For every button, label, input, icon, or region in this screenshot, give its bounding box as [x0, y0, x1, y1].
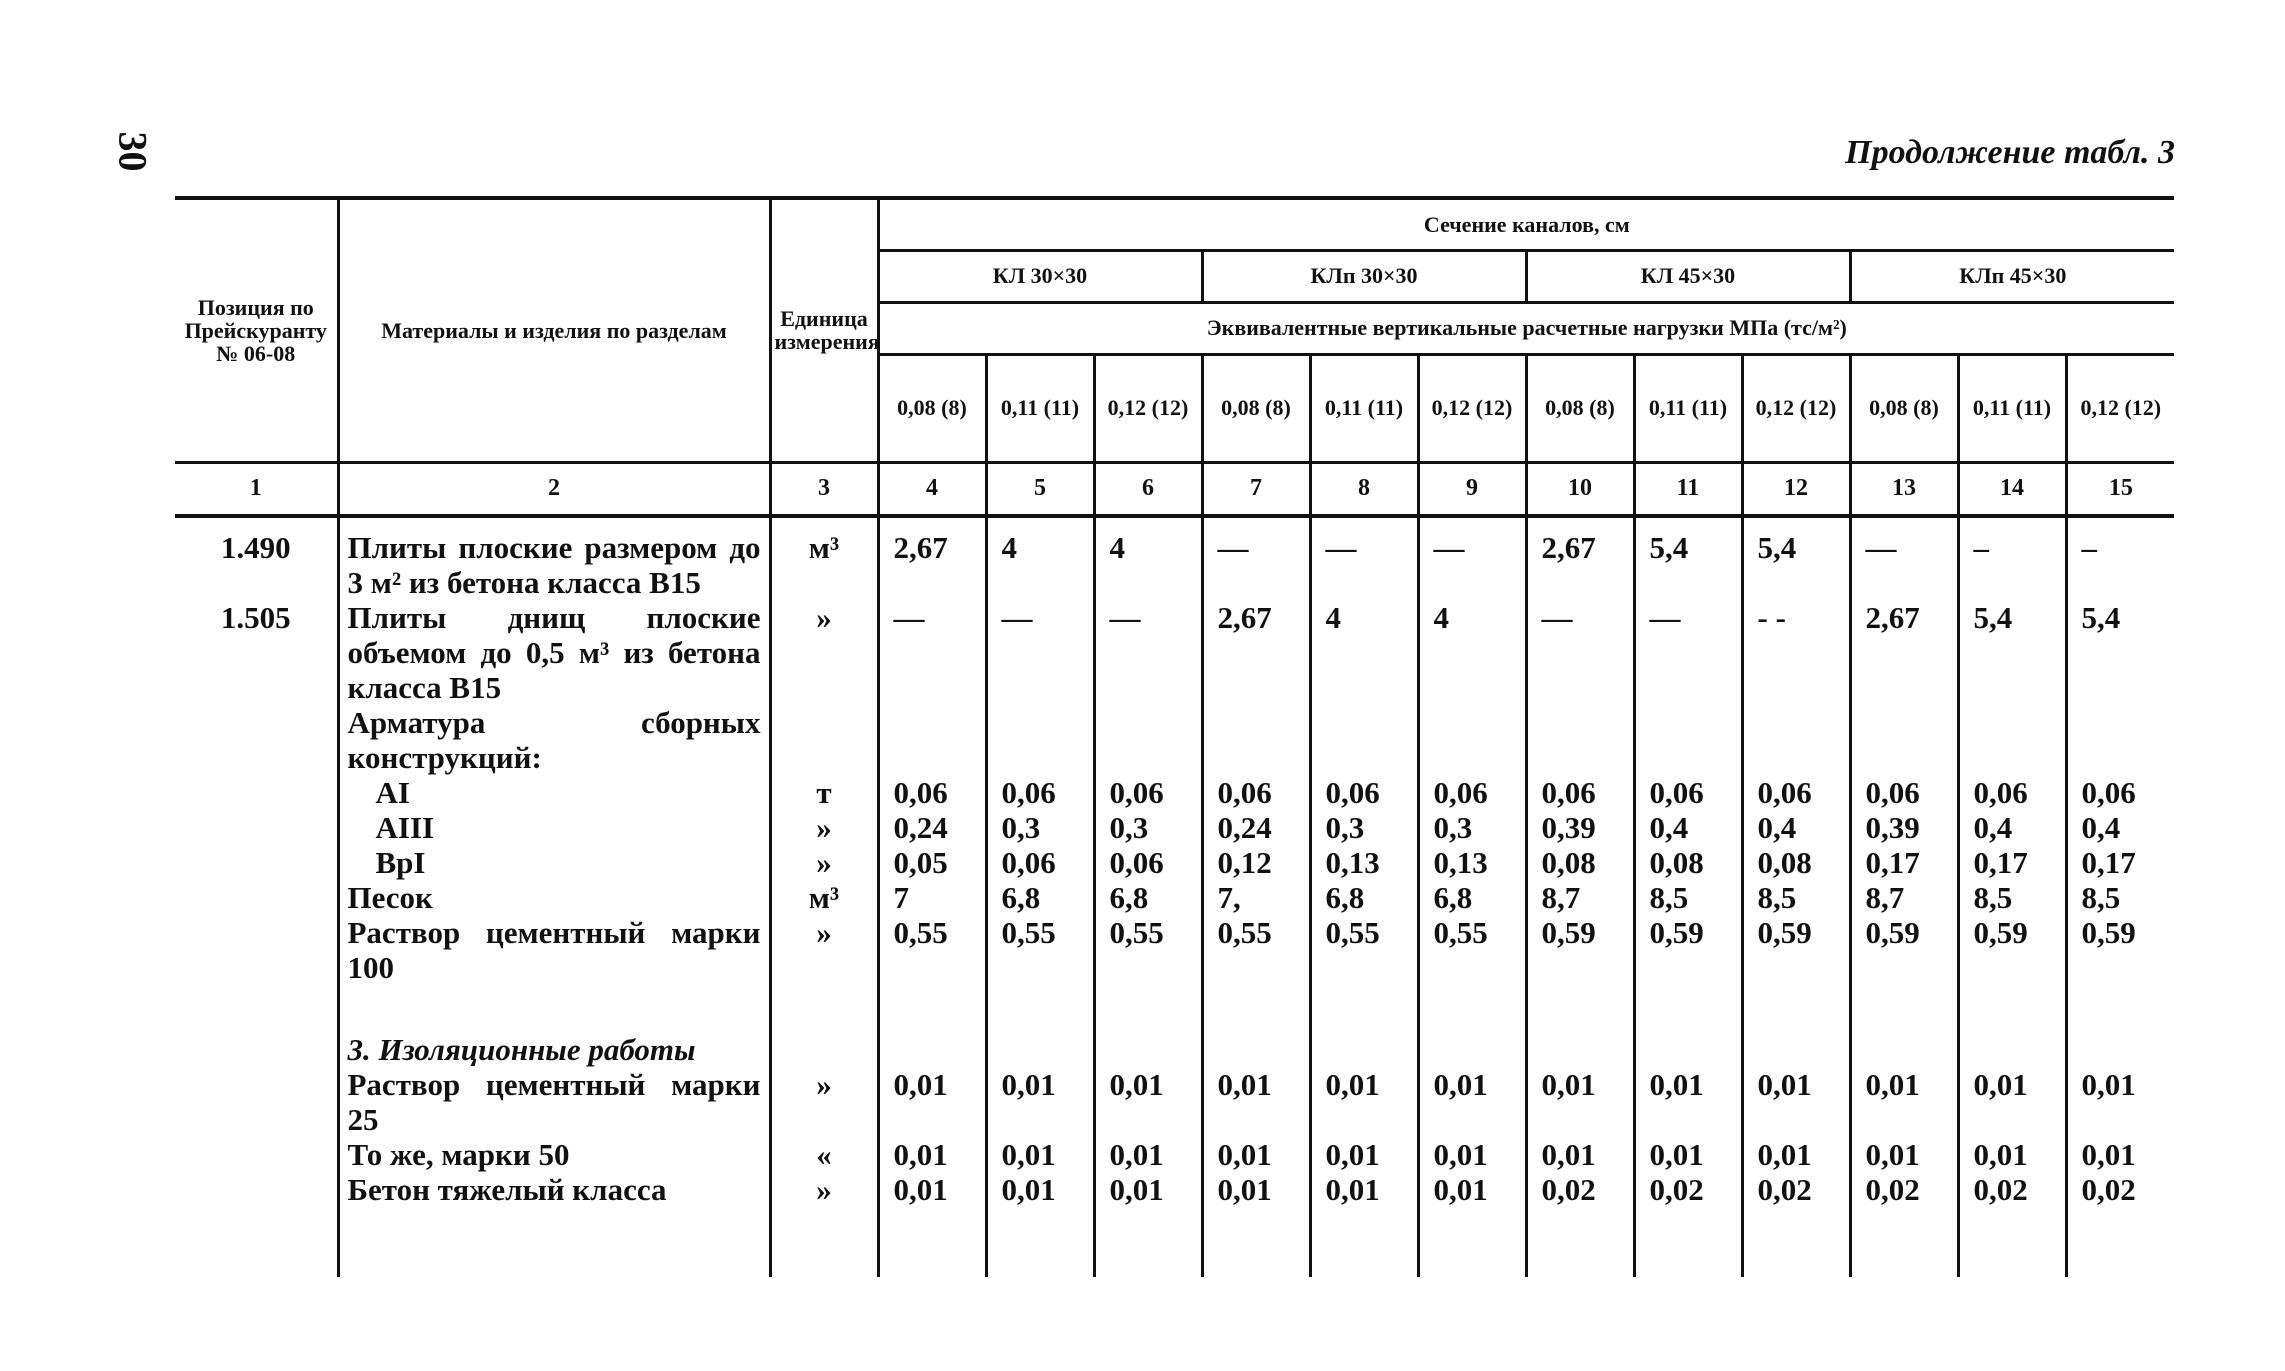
value-cell: 0,01 — [1418, 1067, 1526, 1137]
value-cell: 0,01 — [878, 1067, 986, 1137]
unit-cell: м³ — [770, 880, 878, 915]
column-number: 2 — [338, 462, 770, 516]
unit-cell: т — [770, 775, 878, 810]
spacer-cell — [1094, 516, 1202, 530]
material-cell: BpI — [338, 845, 770, 880]
spacer-cell — [878, 516, 986, 530]
unit-cell — [770, 705, 878, 775]
value-cell: 0,01 — [1094, 1137, 1202, 1172]
value-cell: 0,01 — [1310, 1172, 1418, 1207]
material-cell: Раствор цементный марки 25 — [338, 1067, 770, 1137]
empty-cell — [770, 1207, 878, 1277]
table-row — [175, 985, 2174, 1067]
page-number: 30 — [110, 131, 156, 172]
column-numbers — [175, 462, 2174, 516]
value-cell: 0,02 — [1850, 1172, 1958, 1207]
value-cell — [986, 985, 1094, 1067]
spacer-cell — [175, 516, 338, 530]
position-cell — [175, 810, 338, 845]
value-cell — [1310, 705, 1418, 775]
unit-cell: » — [770, 1172, 878, 1207]
column-number: 14 — [1958, 462, 2066, 516]
value-cell: 0,59 — [1634, 915, 1742, 985]
value-cell: 0,3 — [1310, 810, 1418, 845]
value-cell: 0,17 — [2066, 845, 2174, 880]
material-cell: Песок — [338, 880, 770, 915]
column-number: 1 — [175, 462, 338, 516]
load-header: 0,08 (8) — [1526, 354, 1634, 462]
value-cell: 0,01 — [1202, 1067, 1310, 1137]
value-cell: 5,4 — [1958, 600, 2066, 705]
table-row — [175, 705, 2174, 775]
table-container — [175, 196, 2172, 1316]
material-cell: Плиты плоские размером до 3 м² из бетона класса В15 — [338, 530, 770, 600]
value-cell: 7, — [1202, 880, 1310, 915]
load-header: 0,12 (12) — [2066, 354, 2174, 462]
value-cell: 8,7 — [1850, 880, 1958, 915]
value-cell: – — [2066, 530, 2174, 600]
value-cell — [878, 705, 986, 775]
spacer-cell — [1850, 516, 1958, 530]
value-cell: 4 — [1418, 600, 1526, 705]
value-cell: 0,12 — [1202, 845, 1310, 880]
value-cell: 0,05 — [878, 845, 986, 880]
header-materials: Материалы и изделия по разделам — [338, 198, 770, 462]
value-cell: 0,06 — [1418, 775, 1526, 810]
value-cell — [1634, 705, 1742, 775]
value-cell: 0,01 — [986, 1172, 1094, 1207]
column-number: 4 — [878, 462, 986, 516]
value-cell: 0,06 — [2066, 775, 2174, 810]
value-cell: - - — [1742, 600, 1850, 705]
value-cell: 0,17 — [1958, 845, 2066, 880]
value-cell: 0,06 — [1850, 775, 1958, 810]
value-cell: — — [1526, 600, 1634, 705]
position-cell — [175, 1137, 338, 1172]
value-cell — [1958, 985, 2066, 1067]
load-header: 0,11 (11) — [1634, 354, 1742, 462]
value-cell: 6,8 — [986, 880, 1094, 915]
value-cell: 0,02 — [1958, 1172, 2066, 1207]
value-cell: — — [1094, 600, 1202, 705]
value-cell: 0,01 — [1634, 1067, 1742, 1137]
value-cell: 7 — [878, 880, 986, 915]
header-unit: Единица измерения — [770, 198, 878, 462]
value-cell: 0,06 — [1202, 775, 1310, 810]
column-number: 13 — [1850, 462, 1958, 516]
value-cell: 0,55 — [1094, 915, 1202, 985]
value-cell: 5,4 — [1634, 530, 1742, 600]
load-header: 0,08 (8) — [1202, 354, 1310, 462]
value-cell: 0,3 — [986, 810, 1094, 845]
value-cell: 0,01 — [2066, 1067, 2174, 1137]
value-cell: 8,5 — [2066, 880, 2174, 915]
material-cell: Арматура сборных конструкций: — [338, 705, 770, 775]
value-cell: 4 — [986, 530, 1094, 600]
value-cell: 0,01 — [1526, 1137, 1634, 1172]
value-cell: 0,06 — [1526, 775, 1634, 810]
value-cell: 2,67 — [1850, 600, 1958, 705]
value-cell: 0,39 — [1526, 810, 1634, 845]
position-cell — [175, 915, 338, 985]
value-cell: 0,4 — [1958, 810, 2066, 845]
value-cell: 0,08 — [1742, 845, 1850, 880]
value-cell: 0,01 — [1310, 1067, 1418, 1137]
value-cell: 0,4 — [2066, 810, 2174, 845]
spacer-cell — [1202, 516, 1310, 530]
load-header: 0,08 (8) — [1850, 354, 1958, 462]
value-cell: — — [878, 600, 986, 705]
value-cell: 0,06 — [1310, 775, 1418, 810]
value-cell: 0,55 — [1310, 915, 1418, 985]
value-cell: 2,67 — [1526, 530, 1634, 600]
unit-cell: » — [770, 810, 878, 845]
table-row — [175, 530, 2174, 600]
load-header: 0,12 (12) — [1742, 354, 1850, 462]
value-cell: 0,01 — [986, 1067, 1094, 1137]
value-cell: 0,01 — [1742, 1067, 1850, 1137]
column-number: 10 — [1526, 462, 1634, 516]
value-cell: 0,06 — [1094, 775, 1202, 810]
value-cell — [1958, 705, 2066, 775]
value-cell: 0,01 — [1526, 1067, 1634, 1137]
spacer-cell — [1742, 516, 1850, 530]
unit-cell: » — [770, 600, 878, 705]
load-header: 0,08 (8) — [878, 354, 986, 462]
value-cell: 0,01 — [1418, 1137, 1526, 1172]
table-row — [175, 1172, 2174, 1207]
unit-cell: » — [770, 1067, 878, 1137]
value-cell: 5,4 — [2066, 600, 2174, 705]
value-cell: 0,4 — [1634, 810, 1742, 845]
unit-cell: » — [770, 915, 878, 985]
empty-cell — [1094, 1207, 1202, 1277]
value-cell: 6,8 — [1094, 880, 1202, 915]
position-cell: 1.490 — [220, 529, 291, 565]
value-cell: 0,08 — [1526, 845, 1634, 880]
value-cell: 0,01 — [1418, 1172, 1526, 1207]
material-cell: AI — [338, 775, 770, 810]
trailing-row — [175, 1207, 2174, 1277]
value-cell: 0,13 — [1310, 845, 1418, 880]
value-cell: 0,3 — [1094, 810, 1202, 845]
value-cell: 4 — [1094, 530, 1202, 600]
value-cell: 0,06 — [986, 845, 1094, 880]
empty-cell — [175, 1207, 338, 1277]
column-number: 9 — [1418, 462, 1526, 516]
position-cell: 1.505 — [220, 599, 291, 635]
value-cell: 0,06 — [1634, 775, 1742, 810]
value-cell — [1634, 985, 1742, 1067]
table-header — [175, 198, 2174, 462]
load-header: 0,12 (12) — [1418, 354, 1526, 462]
empty-cell — [338, 1207, 770, 1277]
value-cell — [1202, 985, 1310, 1067]
value-cell: – — [1958, 530, 2066, 600]
empty-cell — [1634, 1207, 1742, 1277]
position-cell — [175, 985, 338, 1067]
load-header: 0,11 (11) — [1958, 354, 2066, 462]
empty-cell — [1850, 1207, 1958, 1277]
empty-cell — [1526, 1207, 1634, 1277]
header-sections: Сечение каналов, см — [878, 198, 2174, 250]
value-cell — [1742, 985, 1850, 1067]
value-cell: 0,06 — [1742, 775, 1850, 810]
header-position: Позиция по Прейскуранту № 06-08 — [175, 198, 338, 462]
value-cell: 0,01 — [1958, 1137, 2066, 1172]
value-cell — [1526, 985, 1634, 1067]
value-cell: 0,01 — [1742, 1137, 1850, 1172]
position-cell — [175, 845, 338, 880]
value-cell: 0,39 — [1850, 810, 1958, 845]
spacer-cell — [338, 516, 770, 530]
material-cell: Бетон тяжелый класса — [338, 1172, 770, 1207]
empty-cell — [2066, 1207, 2174, 1277]
value-cell — [878, 985, 986, 1067]
empty-cell — [1958, 1207, 2066, 1277]
load-header: 0,11 (11) — [986, 354, 1094, 462]
column-number: 6 — [1094, 462, 1202, 516]
position-cell — [175, 775, 338, 810]
empty-cell — [1742, 1207, 1850, 1277]
value-cell: 0,01 — [1850, 1137, 1958, 1172]
material-cell: Плиты днищ плоские объемом до 0,5 м³ из бетона класса В15 — [338, 600, 770, 705]
group-klp-45x30: КЛп 45×30 — [1850, 250, 2174, 302]
spacer-cell — [1958, 516, 2066, 530]
table-row — [175, 915, 2174, 985]
load-header: 0,11 (11) — [1310, 354, 1418, 462]
materials-table — [175, 196, 2174, 1277]
material-cell: AIII — [338, 810, 770, 845]
position-cell — [175, 705, 338, 775]
position-cell — [175, 1172, 338, 1207]
value-cell: 2,67 — [1202, 600, 1310, 705]
column-number: 12 — [1742, 462, 1850, 516]
value-cell: 0,17 — [1850, 845, 1958, 880]
spacer-cell — [1310, 516, 1418, 530]
group-kl-30x30: КЛ 30×30 — [878, 250, 1202, 302]
table-row — [175, 1067, 2174, 1137]
empty-cell — [1310, 1207, 1418, 1277]
value-cell: 0,3 — [1418, 810, 1526, 845]
spacer-cell — [1634, 516, 1742, 530]
spacer-row — [175, 516, 2174, 530]
value-cell: 0,02 — [1526, 1172, 1634, 1207]
value-cell: 0,55 — [1418, 915, 1526, 985]
value-cell: 8,5 — [1958, 880, 2066, 915]
value-cell: 0,01 — [2066, 1137, 2174, 1172]
group-klp-30x30: КЛп 30×30 — [1202, 250, 1526, 302]
value-cell: 0,59 — [2066, 915, 2174, 985]
value-cell: 8,7 — [1526, 880, 1634, 915]
value-cell: 0,59 — [1742, 915, 1850, 985]
value-cell — [1850, 705, 1958, 775]
value-cell — [1418, 705, 1526, 775]
value-cell: 0,01 — [1634, 1137, 1742, 1172]
value-cell — [986, 705, 1094, 775]
value-cell: 6,8 — [1418, 880, 1526, 915]
value-cell — [1094, 705, 1202, 775]
value-cell: 0,01 — [1094, 1172, 1202, 1207]
spacer-cell — [1418, 516, 1526, 530]
unit-cell: « — [770, 1137, 878, 1172]
column-number: 8 — [1310, 462, 1418, 516]
value-cell: 0,02 — [1634, 1172, 1742, 1207]
column-number: 7 — [1202, 462, 1310, 516]
value-cell: 0,01 — [1094, 1067, 1202, 1137]
header-loads: Эквивалентные вертикальные расчетные нагрузки МПа (тс/м²) — [878, 302, 2174, 354]
value-cell: 2,67 — [878, 530, 986, 600]
spacer-cell — [2066, 516, 2174, 530]
value-cell: 0,55 — [1202, 915, 1310, 985]
value-cell: 0,24 — [1202, 810, 1310, 845]
table-caption: Продолжение табл. 3 — [1845, 134, 2175, 171]
value-cell: 0,59 — [1850, 915, 1958, 985]
value-cell: 0,4 — [1742, 810, 1850, 845]
value-cell: — — [1202, 530, 1310, 600]
spacer-cell — [986, 516, 1094, 530]
value-cell: 0,01 — [1202, 1137, 1310, 1172]
value-cell: 0,55 — [878, 915, 986, 985]
spacer-cell — [770, 516, 878, 530]
value-cell — [2066, 705, 2174, 775]
value-cell — [2066, 985, 2174, 1067]
value-cell — [1850, 985, 1958, 1067]
value-cell: — — [1418, 530, 1526, 600]
value-cell: 0,24 — [878, 810, 986, 845]
value-cell: 0,01 — [1850, 1067, 1958, 1137]
table-row — [175, 775, 2174, 810]
value-cell: 0,01 — [878, 1172, 986, 1207]
value-cell: 5,4 — [1742, 530, 1850, 600]
material-cell: То же, марки 50 — [338, 1137, 770, 1172]
value-cell: — — [986, 600, 1094, 705]
section-heading: 3. Изоляционные работы — [338, 985, 770, 1067]
value-cell: 0,01 — [1958, 1067, 2066, 1137]
load-header: 0,12 (12) — [1094, 354, 1202, 462]
table-body — [175, 516, 2174, 1277]
value-cell — [1526, 705, 1634, 775]
unit-cell — [770, 985, 878, 1067]
table-row — [175, 600, 2174, 705]
value-cell: 0,01 — [1310, 1137, 1418, 1172]
value-cell: 8,5 — [1742, 880, 1850, 915]
value-cell: 6,8 — [1310, 880, 1418, 915]
value-cell: 0,01 — [986, 1137, 1094, 1172]
value-cell: 0,59 — [1526, 915, 1634, 985]
position-cell — [175, 1067, 338, 1137]
empty-cell — [1418, 1207, 1526, 1277]
spacer-cell — [1526, 516, 1634, 530]
empty-cell — [1202, 1207, 1310, 1277]
column-number: 3 — [770, 462, 878, 516]
unit-cell: » — [770, 845, 878, 880]
group-kl-45x30: КЛ 45×30 — [1526, 250, 1850, 302]
empty-cell — [986, 1207, 1094, 1277]
value-cell: 0,55 — [986, 915, 1094, 985]
value-cell: 0,01 — [878, 1137, 986, 1172]
column-number: 11 — [1634, 462, 1742, 516]
value-cell: — — [1310, 530, 1418, 600]
value-cell — [1094, 985, 1202, 1067]
value-cell: 0,59 — [1958, 915, 2066, 985]
value-cell: 0,13 — [1418, 845, 1526, 880]
value-cell: 0,06 — [986, 775, 1094, 810]
value-cell: 0,06 — [1958, 775, 2066, 810]
value-cell: 0,02 — [1742, 1172, 1850, 1207]
column-number: 15 — [2066, 462, 2174, 516]
value-cell — [1310, 985, 1418, 1067]
value-cell: 0,06 — [1094, 845, 1202, 880]
value-cell: 8,5 — [1634, 880, 1742, 915]
unit-cell: м³ — [770, 530, 878, 600]
material-cell: Раствор цементный марки 100 — [338, 915, 770, 985]
value-cell: 0,08 — [1634, 845, 1742, 880]
column-number: 5 — [986, 462, 1094, 516]
position-cell — [175, 880, 338, 915]
table-row — [175, 1137, 2174, 1172]
value-cell — [1418, 985, 1526, 1067]
value-cell: 0,01 — [1202, 1172, 1310, 1207]
value-cell: 0,02 — [2066, 1172, 2174, 1207]
value-cell: 4 — [1310, 600, 1418, 705]
value-cell: 0,06 — [878, 775, 986, 810]
empty-cell — [878, 1207, 986, 1277]
table-row — [175, 845, 2174, 880]
value-cell — [1202, 705, 1310, 775]
value-cell — [1742, 705, 1850, 775]
table-row — [175, 810, 2174, 845]
value-cell: — — [1634, 600, 1742, 705]
value-cell: — — [1850, 530, 1958, 600]
table-row — [175, 880, 2174, 915]
